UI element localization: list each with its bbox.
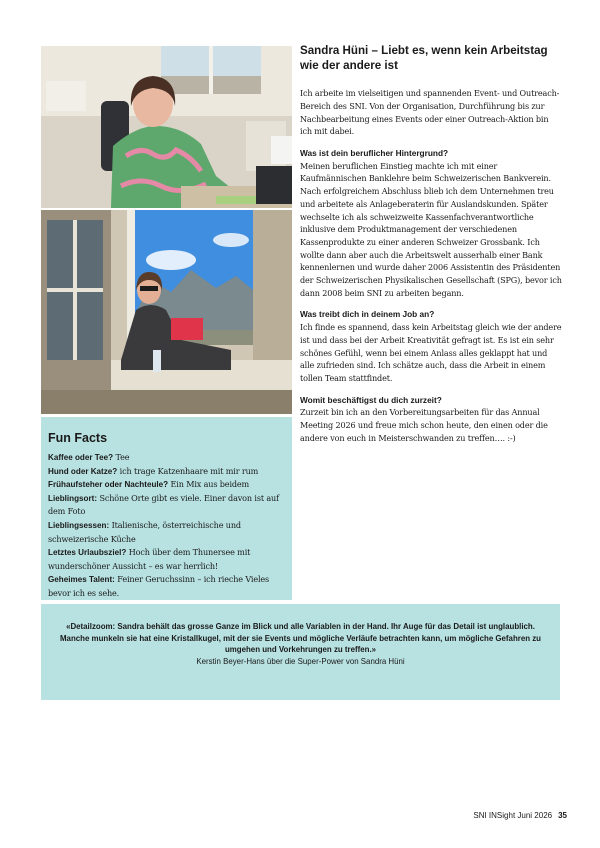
fun-fact-question: Kaffee oder Tee? — [48, 453, 114, 462]
fun-fact-item — [48, 573, 285, 600]
interview-question: Was ist dein beruflicher Hintergrund? — [300, 148, 449, 158]
fun-fact-item — [48, 478, 285, 492]
quote-text: «Detailzoom: Sandra behält das grosse Ganze im Blick und alle Variablen in der Hand. Ihr Auge für das Detail ist unglaublich. Manche munkeln sie hat eine Kristallkugel, mit der sie Events und mögliche Verläufe betrachten kann, um mögliche Gefahren zu umgehen und Vorkehrungen zu treffen.» — [59, 622, 542, 654]
fun-fact-question: Geheimes Talent: — [48, 575, 115, 585]
fun-fact-question: Letztes Urlaubsziel? — [48, 548, 127, 558]
fun-fact-item — [48, 546, 285, 573]
quote-attribution: Kerstin Beyer-Hans über die Super-Power von Sandra Hüni — [196, 656, 405, 666]
publication-name: SNI INSight Juni 2026 — [473, 811, 553, 820]
page-number: 35 — [558, 811, 567, 820]
interview-answer: Ich finde es spannend, dass kein Arbeitstag gleich wie der andere ist und dass bei der Arbeit Kreativität gefragt ist. Es ist ein sehr schönes Gefühl, wenn bei einem Anlass alles geklappt hat und alle zufrieden sind. Ich schätze auch, dass die Arbeit in einem tollen Team stattfindet. — [300, 322, 562, 383]
fun-fact-answer: Italienische, österreichische und schweizerische Küche — [48, 519, 241, 544]
fun-fact-item — [48, 519, 285, 546]
quote-box — [41, 604, 560, 700]
photo-woman-at-window-mountains-icon — [41, 210, 292, 414]
article — [300, 44, 562, 453]
fun-fact-question: Lieblingsort: — [48, 493, 98, 503]
page-footer — [473, 811, 567, 820]
article-title: Sandra Hüni – Liebt es, wenn kein Arbeitstag wie der andere ist — [300, 44, 548, 72]
fun-fact-item — [48, 465, 285, 479]
fun-facts-box — [41, 417, 292, 600]
interview-answer: Meinen beruflichen Einstieg machte ich mit einer Kaufmännischen Banklehre beim Schweizerischen Bankverein. Nach erfolgreichem Abschluss blieb ich dem Unternehmen treu und arbeitete als Anlageberaterin für Auslandskunden. Später wechselte ich als schweizweite Kassenfachverantwortliche inklusive dem Produktmanagement der verschiedenen Kassenprodukte zu einer anderen Schweizer Grossbank. Ich wollte dann aber auch die Arbeitswelt ausserhalb einer Bank kennenlernen und wurde daher 2006 Assistentin des Präsidenten der Schweizerischen Physikalischen Gesellschaft (SPG), bevor ich dann 2008 beim SNI zu arbeiten begann. — [300, 160, 562, 298]
fun-fact-answer: Tee — [113, 452, 130, 462]
photo-office — [41, 46, 292, 208]
photo-window — [41, 210, 292, 414]
article-intro: Ich arbeite im vielseitigen und spannenden Event- und Outreach-Bereich des SNI. Von der Organisation, Durchführung bis zur Nachbearbeitung eines Events oder einer Outreach-Aktion bin ich mit dabei. — [300, 88, 560, 137]
interview-question: Was treibt dich in deinem Job an? — [300, 309, 435, 320]
fun-fact-item — [48, 451, 285, 465]
fun-fact-question: Hund oder Katze? — [48, 466, 118, 476]
fun-fact-answer: Schöne Orte gibt es viele. Einer davon ist auf dem Foto — [48, 492, 279, 517]
fun-fact-question: Frühaufsteher oder Nachteule? — [48, 480, 169, 490]
fun-fact-answer: Feiner Geruchssinn – ich rieche Vieles bevor ich es sehe. — [48, 574, 270, 598]
fun-fact-question: Lieblingsessen: — [48, 520, 110, 530]
fun-fact-item — [48, 492, 285, 519]
interview-question: Womit beschäftigst du dich zurzeit? — [300, 394, 442, 405]
fun-fact-answer: Ein Mix aus beidem — [168, 479, 250, 490]
photo-woman-at-desk-icon — [41, 46, 292, 208]
fun-fact-answer: ich trage Katzenhaare mit mir rum — [117, 465, 259, 476]
fun-fact-answer: Hoch über dem Thunersee mit wunderschöner Aussicht – es war herrlich! — [48, 547, 251, 571]
fun-facts-title: Fun Facts — [48, 431, 108, 445]
interview-answer: Zurzeit bin ich an den Vorbereitungsarbeiten für das Annual Meeting 2026 und freue mich schon heute, den einen oder die andere von euch in Meisterschwanden zu treffen…. :-) — [300, 407, 548, 443]
